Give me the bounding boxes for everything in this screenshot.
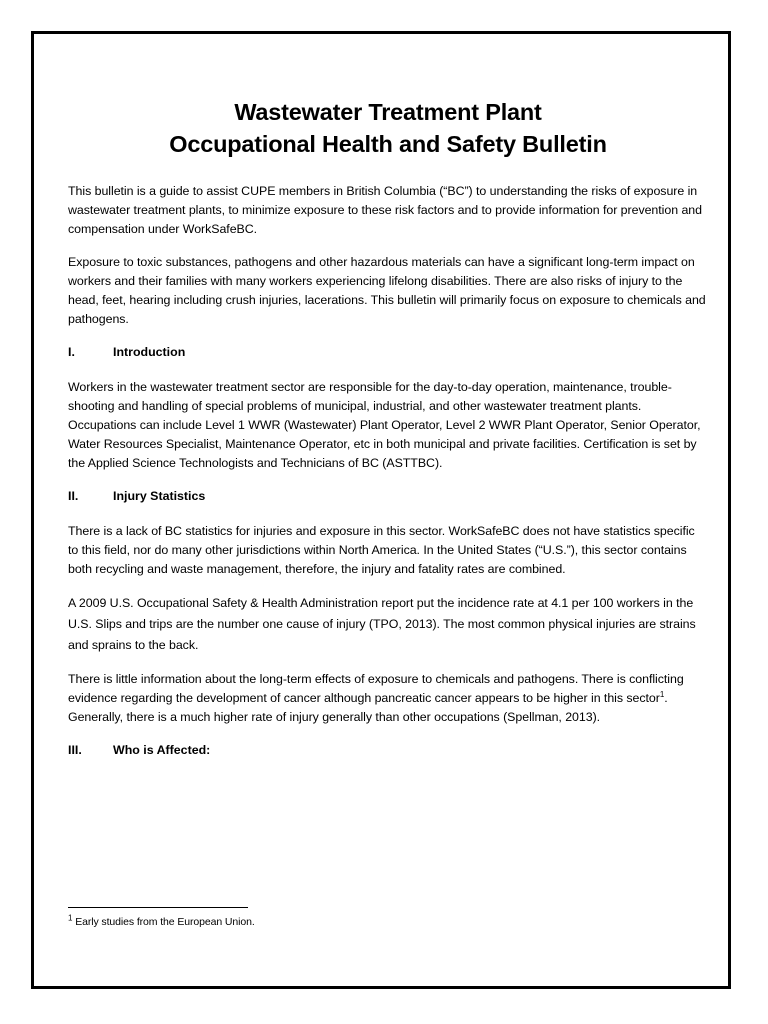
section-title: Introduction [113,345,186,359]
footnote-text: Early studies from the European Union. [75,916,255,928]
document-title [68,96,708,160]
section-heading-introduction [68,343,708,362]
statistics-paragraph-3 [68,670,708,727]
statistics-paragraph-2: A 2009 U.S. Occupational Safety & Health Administration report put the incidence rate at 4.1 per 100 workers in the U.S. Slips and trips are the number one cause of injury (TPO, 2013). The most common physical injuries are strains and sprains to the back. [68,596,696,652]
section-number: I. [68,345,75,359]
title-line-1: Wastewater Treatment Plant [234,99,542,125]
footnote-marker: 1 [68,913,73,923]
section-heading-who-is-affected [68,741,708,760]
statistics-paragraph-3-start: There is little information about the long-term effects of exposure to chemicals and pathogens. There is conflicting evidence regarding the development of cancer although pancreatic cancer appears to be higher in this sector [68,672,684,705]
footnote-divider [68,907,248,908]
document-body [68,96,708,776]
section-number: III. [68,743,82,757]
intro-paragraph-1: This bulletin is a guide to assist CUPE members in British Columbia (“BC”) to understanding the risks of exposure in wastewater treatment plants, to minimize exposure to these risk factors and to provide information for prevention and compensation under WorkSafeBC. [68,184,702,236]
section-title: Injury Statistics [113,489,206,503]
section-title: Who is Affected: [113,743,211,757]
section-number: II. [68,489,79,503]
introduction-paragraph: Workers in the wastewater treatment sector are responsible for the day-to-day operation, maintenance, trouble-shooting and handling of special problems of municipal, industrial, and other wastewater treatment plants. Occupations can include Level 1 WWR (Wastewater) Plant Operator, Level 2 WWR Plant Operator, Senior Operator, Water Resources Specialist, Maintenance Operator, etc in both municipal and private facilities. Certification is set by the Applied Science Technologists and Technicians of BC (ASTTBC). [68,380,701,470]
footnote-reference: 1 [659,689,665,699]
footnote [68,915,255,929]
statistics-paragraph-3-end: . Generally, there is a much higher rate of injury generally than other occupations (Spellman, 2013). [68,691,668,724]
statistics-paragraph-1: There is a lack of BC statistics for injuries and exposure in this sector. WorkSafeBC does not have statistics specific to this field, nor do many other jurisdictions within North America. In the United States (“U.S.”), this sector contains both recycling and waste management, therefore, the injury and fatality rates are combined. [68,524,695,576]
section-heading-injury-statistics [68,487,708,506]
title-line-2: Occupational Health and Safety Bulletin [169,131,607,157]
intro-paragraph-2: Exposure to toxic substances, pathogens and other hazardous materials can have a significant long-term impact on workers and their families with many workers experiencing lifelong disabilities. There are also risks of injury to the head, feet, hearing including crush injuries, lacerations. This bulletin will primarily focus on exposure to chemicals and pathogens. [68,255,706,326]
